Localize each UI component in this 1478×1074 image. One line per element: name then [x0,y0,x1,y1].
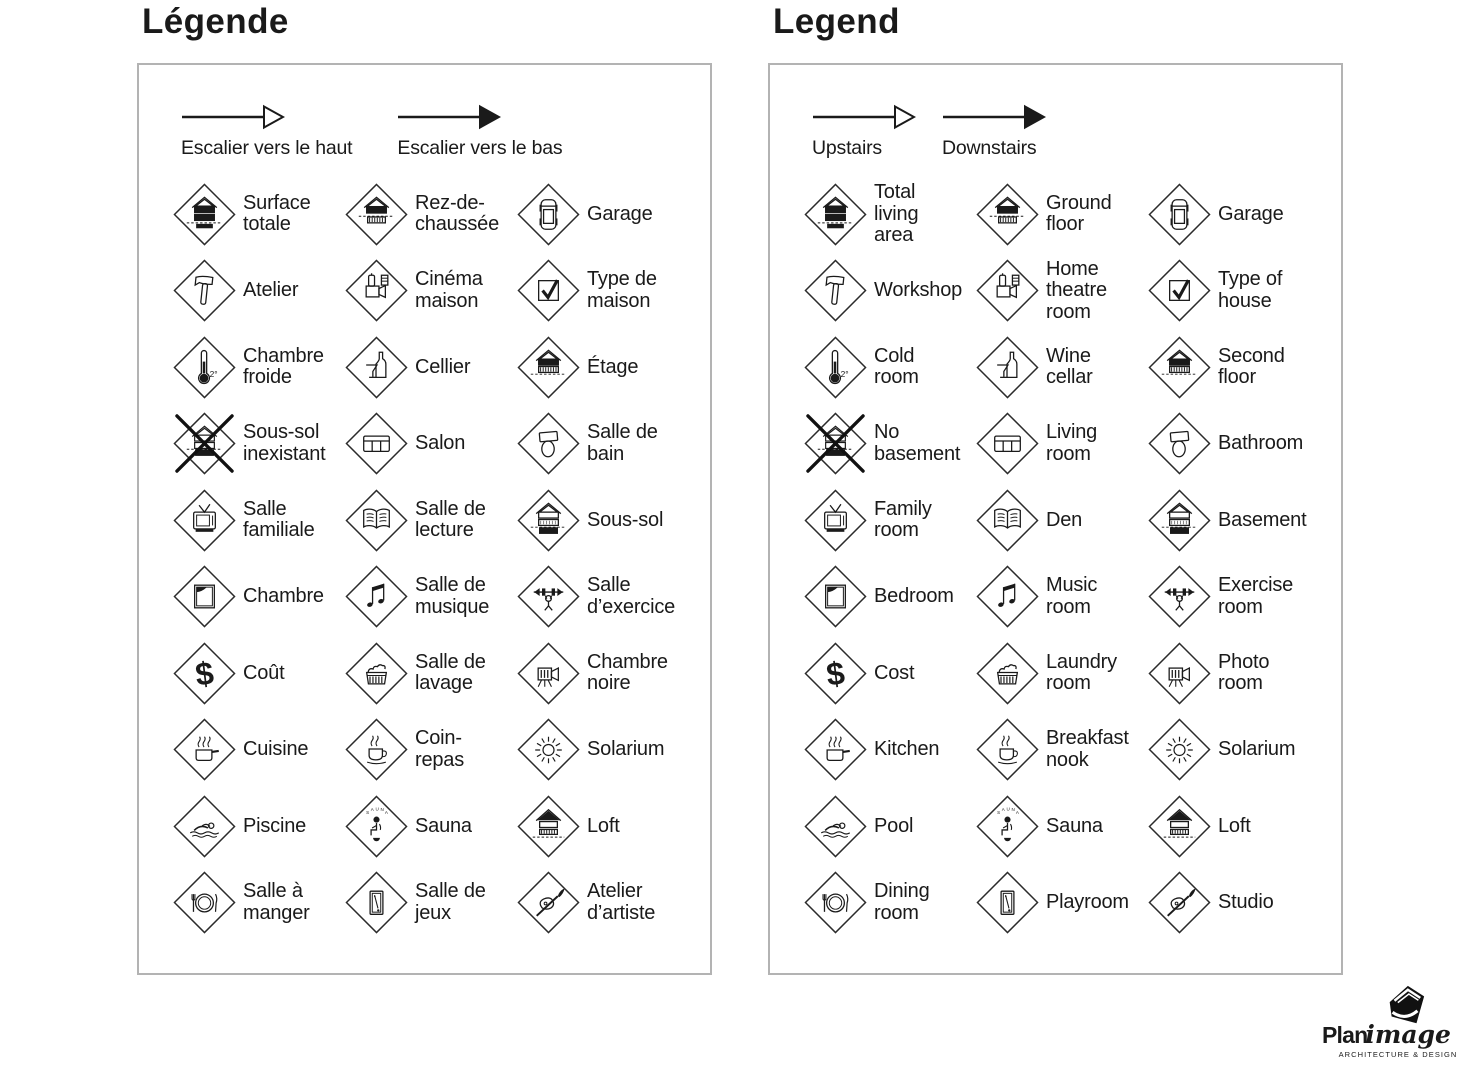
legend-item [517,565,703,628]
movie-projector-icon [345,259,408,322]
legend-item-label: Basement [1218,508,1307,531]
house-total-icon [804,183,867,246]
legend-row [173,176,710,253]
stairs-down-arrow-icon [397,103,501,131]
legend-item [517,412,703,475]
legend-item-label: Total living area [874,181,919,246]
legend-item-label: Salle de musique [415,574,490,618]
sauna-person-icon [976,795,1039,858]
legend-item [517,642,703,705]
dinner-plate-icon [804,871,867,934]
open-book-icon [976,489,1039,552]
legend-row [804,329,1341,406]
photo-enlarger-icon [1148,642,1211,705]
paintbrush-icon [517,871,580,934]
legend-item-label: Pool [874,814,914,837]
legend-item [976,565,1148,628]
legend-item-label: Chambre [243,585,324,607]
legend-item-label: Salon [415,432,466,454]
garage-car-icon [1148,183,1211,246]
stairs-up-arrow-icon [181,103,285,131]
stair-up-legend [812,103,916,160]
hammer-icon [804,259,867,322]
legend-item [976,336,1148,399]
legend-row [804,176,1341,253]
legend-item [804,412,976,475]
legend-row [804,482,1341,559]
legend-item-label: Piscine [243,814,307,837]
legend-item-label: Atelier [243,279,299,301]
legend-item-label: Photo room [1218,650,1270,695]
legend-item-label: Type of house [1218,268,1283,312]
legend-row [173,406,710,483]
legend-item [1148,718,1334,781]
legend-row [804,253,1341,330]
house-crossed-icon [804,412,867,475]
dollar-icon [804,642,867,705]
hammer-icon [173,259,236,322]
music-notes-icon [345,565,408,628]
legend-item [804,489,976,552]
legend-row [173,559,710,636]
legend-item-label: Type de maison [587,268,657,312]
legend-item [173,642,345,705]
paintbrush-icon [1148,871,1211,934]
sofa-icon [976,412,1039,475]
legend-item-label: Exercise room [1218,574,1294,618]
legend-item-label: Music room [1046,574,1098,618]
movie-projector-icon [976,259,1039,322]
legend-item-label: Home theatre room [1046,257,1107,323]
legend-item [173,489,345,552]
legend-row [804,406,1341,483]
legend-row [173,788,710,865]
stair-label: Upstairs [812,137,882,159]
legend-item-label: No basement [874,421,961,465]
logo-tagline: ARCHITECTURE & DESIGN [1338,1050,1458,1059]
legend-item-label: Cuisine [243,738,309,760]
legend-item [976,489,1148,552]
legend-item-label: Sauna [1046,814,1103,837]
barbell-icon [1148,565,1211,628]
legend-item [804,182,976,247]
legend-item [173,565,345,628]
legend-row [804,865,1341,942]
legend-item-label: Second floor [1218,344,1285,389]
legend-item [517,259,703,322]
legend-item [173,336,345,399]
legend-item-label: Salle de bain [587,421,658,465]
legend-row [173,329,710,406]
legend-item-label: Workshop [874,279,963,301]
legend-item [804,259,976,322]
legend-item [976,871,1148,934]
legend-item-label: Garage [587,202,653,225]
legend-grid [173,176,710,941]
legend-item [173,183,345,246]
legend-item-label: Surface totale [243,191,311,236]
sauna-person-icon [345,795,408,858]
house-second-icon [1148,336,1211,399]
legend-row [173,253,710,330]
legend-row [804,712,1341,789]
toilet-icon [517,412,580,475]
legend-item-label: Ground floor [1046,191,1112,236]
legend-item-label: Atelier d’artiste [587,880,656,924]
wine-bottle-glass-icon [976,336,1039,399]
legend-item [1148,489,1334,552]
stair-label: Downstairs [942,137,1037,159]
legend-item [976,183,1148,246]
cooking-pot-icon [173,718,236,781]
legend-item [1148,183,1334,246]
legend-item [345,718,517,781]
dollar-icon [173,642,236,705]
panel-title: Legend [773,2,900,41]
legend-item-label: Wine cellar [1046,344,1093,389]
legend-item-label: Étage [587,355,639,378]
legend-item [804,871,976,934]
legend-item [345,795,517,858]
garage-car-icon [517,183,580,246]
legend-item [345,871,517,934]
legend-item [517,718,703,781]
legend-item-label: Salle de lecture [415,497,486,542]
legend-item-label: Playroom [1046,891,1129,913]
house-loft-icon [1148,795,1211,858]
bed-icon [173,565,236,628]
legend-item-label: Sous-sol inexistant [243,421,326,465]
thermometer-icon [173,336,236,399]
legend-row [173,865,710,942]
legend-item [345,336,517,399]
house-basement-icon [517,489,580,552]
stair-up-legend [181,103,352,160]
logo-word-plan: Plan [1322,1022,1368,1048]
legend-item-label: Cost [874,661,915,684]
house-basement-icon [1148,489,1211,552]
stairs-down-arrow-icon [942,103,1046,131]
house-second-icon [517,336,580,399]
legend-item [1148,565,1334,628]
legend-panel-box [137,63,712,975]
sun-icon [1148,718,1211,781]
wine-bottle-glass-icon [345,336,408,399]
toilet-icon [1148,412,1211,475]
legend-item-label: Loft [587,814,620,837]
photo-enlarger-icon [517,642,580,705]
open-book-icon [345,489,408,552]
legend-item [517,183,703,246]
legend-item [173,412,345,475]
swimmer-icon [173,795,236,858]
legend-item [345,183,517,246]
legend-item [345,489,517,552]
stair-down-legend [942,103,1046,160]
legend-item-label: Coût [243,661,285,684]
legend-item [804,718,976,781]
legend-item-label: Chambre froide [243,344,324,389]
logo-wordmark [1322,1020,1474,1050]
legend-item [173,718,345,781]
legend-item [804,336,976,399]
legend-item-label: Kitchen [874,738,940,760]
legend-item-label: Sous-sol [587,508,664,531]
legend-panel-box [768,63,1343,975]
legend-item [173,259,345,322]
pool-table-icon [345,871,408,934]
stairs-up-arrow-icon [812,103,916,131]
legend-item-label: Cellier [415,355,471,378]
legend-panel-group [768,0,1343,980]
legend-row [173,482,710,559]
legend-item-label: Salle à manger [243,880,310,924]
tv-icon [804,489,867,552]
house-total-icon [173,183,236,246]
legend-item-label: Living room [1046,421,1098,465]
stair-label: Escalier vers le haut [181,137,353,159]
house-check-icon [1148,259,1211,322]
legend-item-label: Family room [874,497,932,542]
sofa-icon [345,412,408,475]
pool-table-icon [976,871,1039,934]
house-ground-icon [345,183,408,246]
legend-item [517,489,703,552]
legend-item [804,795,976,858]
legend-item [345,412,517,475]
legend-item [976,259,1148,324]
legend-item-label: Bedroom [874,585,954,607]
house-ground-icon [976,183,1039,246]
legend-item [1148,871,1334,934]
legend-item [1148,412,1334,475]
legend-item [517,795,703,858]
legend-item [517,871,703,934]
sun-icon [517,718,580,781]
legend-item [1148,795,1334,858]
legend-row [173,712,710,789]
stairs-legend [181,103,710,160]
legend-item-label: Laundry room [1046,650,1117,695]
legend-item-label: Cinéma maison [415,268,483,312]
dinner-plate-icon [173,871,236,934]
legend-item-label: Chambre noire [587,650,668,695]
planimage-logo [1322,984,1474,1059]
legend-item [173,795,345,858]
legend-row [804,635,1341,712]
tv-icon [173,489,236,552]
legend-item [976,795,1148,858]
legend-item-label: Salle d’exercice [587,574,676,618]
legend-grid [804,176,1341,941]
legend-item-label: Breakfast nook [1046,727,1129,771]
house-check-icon [517,259,580,322]
swimmer-icon [804,795,867,858]
legend-item-label: Solarium [1218,738,1296,760]
legend-row [804,788,1341,865]
legend-row [804,559,1341,636]
bed-icon [804,565,867,628]
stairs-legend [812,103,1341,160]
stair-label: Escalier vers le bas [397,137,563,159]
panel-title: Légende [142,2,289,41]
legend-item [976,412,1148,475]
legend-item-label: Sauna [415,814,472,837]
legend-item [1148,642,1334,705]
legend-item-label: Salle de jeux [415,880,486,924]
legend-item-label: Rez-de- chaussée [415,191,500,236]
legend-item-label: Coin- repas [415,727,465,771]
thermometer-icon [804,336,867,399]
legend-item-label: Solarium [587,738,665,760]
coffee-cup-icon [976,718,1039,781]
stair-down-legend [397,103,562,160]
legend-item [1148,336,1334,399]
legend-item [345,642,517,705]
legend-row [173,635,710,712]
legend-item-label: Loft [1218,814,1251,837]
logo-word-image: image [1365,1020,1451,1049]
legend-item-label: Den [1046,508,1083,531]
legend-item [345,259,517,322]
legend-item [804,565,976,628]
legend-item [976,718,1148,781]
legend-item [976,642,1148,705]
cooking-pot-icon [804,718,867,781]
legend-item [517,336,703,399]
legend-item-label: Garage [1218,202,1284,225]
laundry-basket-icon [345,642,408,705]
legend-item [173,871,345,934]
house-crossed-icon [173,412,236,475]
legend-item [1148,259,1334,322]
laundry-basket-icon [976,642,1039,705]
house-loft-icon [517,795,580,858]
legend-item-label: Studio [1218,891,1274,913]
legend-panel-group [137,0,712,980]
legend-item-label: Bathroom [1218,432,1304,454]
barbell-icon [517,565,580,628]
legend-item-label: Cold room [874,344,919,389]
legend-item [345,565,517,628]
music-notes-icon [976,565,1039,628]
legend-item-label: Salle familiale [243,497,315,542]
legend-item-label: Dining room [874,880,930,924]
legend-item [804,642,976,705]
coffee-cup-icon [345,718,408,781]
legend-item-label: Salle de lavage [415,650,486,695]
